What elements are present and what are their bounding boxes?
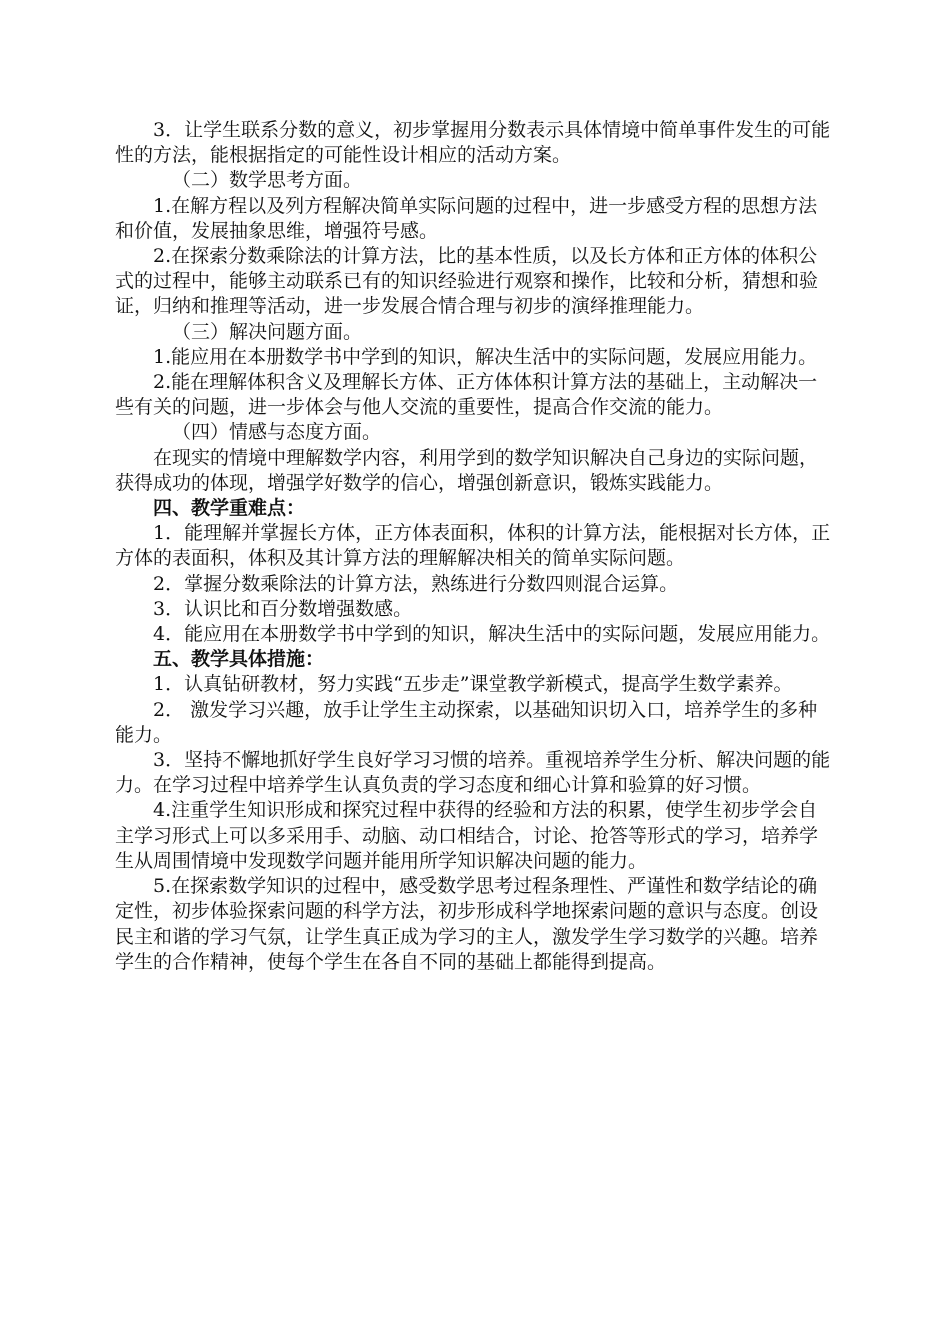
key-points-heading: 四、教学重难点：: [153, 497, 306, 520]
problem-solving-heading: （三）解决问题方面。: [172, 320, 363, 343]
measure-item: 4.注重学生知识形成和探究过程中获得的经验和方法的积累，使学生初步学会自主学习形式上可以多采用手、动脑、动口相结合，讨论、抢答等形式的学习，培养学生从周围情境中发现数学问题并能用所学知识解决问题的能力。: [115, 799, 819, 872]
problem-solving-item: 2.能在理解体积含义及理解长方体、正方体体积计算方法的基础上，主动解决一些有关的问题，进一步体会与他人交流的重要性，提高合作交流的能力。: [115, 371, 818, 419]
key-point-item: 4．能应用在本册数学书中学到的知识，解决生活中的实际问题，发展应用能力。: [153, 623, 831, 646]
math-thinking-item: 2.在探索分数乘除法的计算方法，比的基本性质，以及长方体和正方体的体积公式的过程中，能够主动联系已有的知识经验进行观察和操作，比较和分析，猜想和验证，归纳和推理等活动，进一步发展合情合理与初步的演绎推理能力。: [115, 245, 819, 318]
attitude-text: 在现实的情境中理解数学内容，利用学到的数学知识解决自己身边的实际问题，获得成功的体现，增强学好数学的信心，增强创新意识，锻炼实践能力。: [115, 446, 819, 494]
measures-heading: 五、教学具体措施：: [153, 648, 325, 671]
measure-item: 1．认真钻研教材，努力实践“五步走”课堂教学新模式，提高学生数学素养。: [153, 673, 793, 696]
measure-item: 3．坚持不懈地抓好学生良好学习习惯的培养。重视培养学生分析、解决问题的能力。在学习过程中培养学生认真负责的学习态度和细心计算和验算的好习惯。: [115, 749, 831, 797]
math-thinking-heading: （二）数学思考方面。: [172, 169, 363, 192]
key-point-item: 1．能理解并掌握长方体，正方体表面积，体积的计算方法，能根据对长方体，正方体的表面积，体积及其计算方法的理解解决相关的简单实际问题。: [115, 522, 831, 570]
goal-item-3: 3．让学生联系分数的意义，初步掌握用分数表示具体情境中简单事件发生的可能性的方法，能根据指定的可能性设计相应的活动方案。: [115, 119, 831, 167]
measure-item: 2． 激发学习兴趣，放手让学生主动探索，以基础知识切入口，培养学生的多种能力。: [115, 698, 818, 746]
attitude-heading: （四）情感与态度方面。: [172, 421, 382, 444]
document-body: [115, 118, 831, 975]
key-point-item: 3．认识比和百分数增强数感。: [153, 597, 413, 620]
measure-item: 5.在探索数学知识的过程中，感受数学思考过程条理性、严谨性和数学结论的确定性，初步体验探索问题的科学方法，初步形成科学地探索问题的意识与态度。创设民主和谐的学习气氛，让学生真正成为学习的主人，激发学生学习数学的兴趣。培养学生的合作精神，使每个学生在各自不同的基础上都能得到提高。: [115, 875, 819, 973]
problem-solving-item: 1.能应用在本册数学书中学到的知识，解决生活中的实际问题，发展应用能力。: [153, 345, 818, 368]
key-point-item: 2．掌握分数乘除法的计算方法，熟练进行分数四则混合运算。: [153, 572, 679, 595]
math-thinking-item: 1.在解方程以及列方程解决简单实际问题的过程中，进一步感受方程的思想方法和价值，发展抽象思维，增强符号感。: [115, 194, 818, 242]
